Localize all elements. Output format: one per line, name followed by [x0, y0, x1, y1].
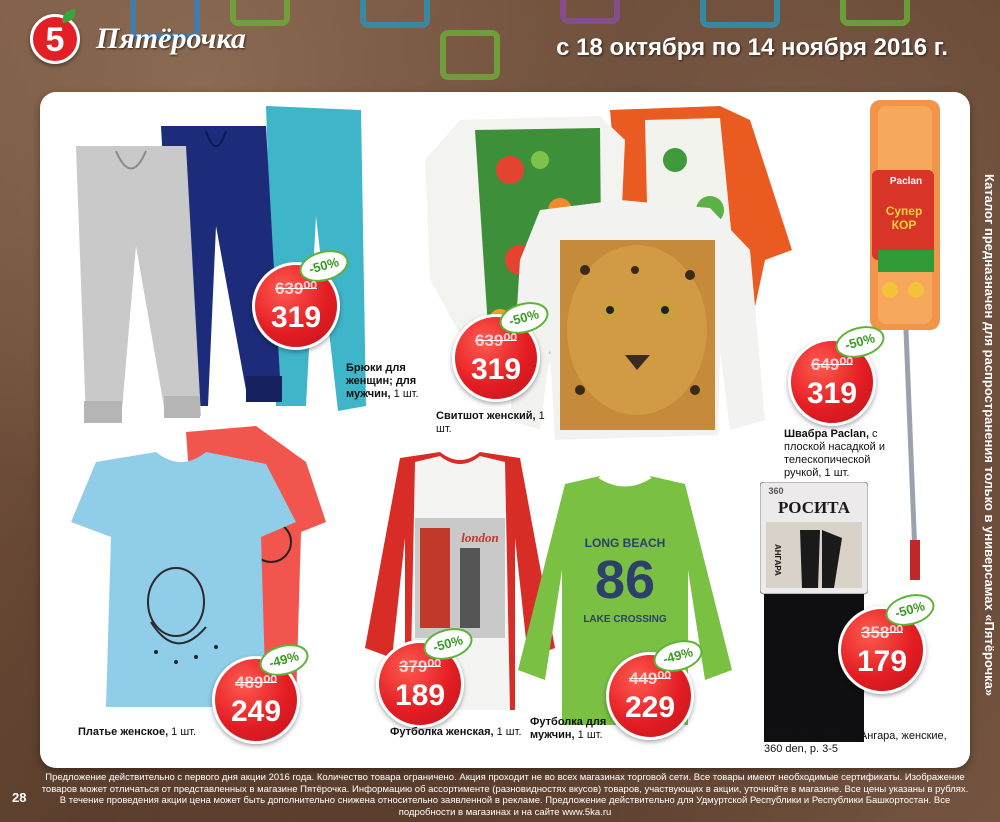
price-badge [788, 330, 877, 426]
brand-name[interactable]: Пятёрочка [96, 22, 246, 55]
decoration-shape [840, 0, 910, 26]
product-name: Брюки для женщин; для мужчин, [346, 362, 417, 400]
header [0, 0, 1000, 90]
product-name: Футболка для мужчин, [530, 716, 607, 741]
product-caption [78, 726, 238, 739]
logo-icon[interactable] [30, 14, 80, 64]
discount-label: -50% [420, 623, 476, 665]
decoration-shape [700, 0, 780, 28]
old-price: 489⁰⁰ [235, 673, 277, 692]
discount-label: -49% [256, 639, 312, 681]
product-caption [390, 726, 530, 739]
old-price: 639⁰⁰ [475, 331, 517, 350]
pack-brand: РОСИТА [778, 498, 850, 517]
price-badge [252, 254, 341, 350]
discount-label: -50% [882, 589, 938, 631]
page-number: 28 [12, 790, 27, 805]
old-price: 449⁰⁰ [629, 669, 671, 688]
new-price: 189 [394, 679, 446, 712]
product-name: Колготки Росита, [764, 730, 857, 742]
product-name: Платье женское, [78, 726, 169, 738]
print-text: london [461, 530, 499, 545]
new-price: 229 [624, 691, 676, 724]
discount-label: -50% [496, 297, 552, 339]
discount-label: -50% [296, 245, 352, 287]
logo-digit: 5 [45, 21, 65, 59]
product-name: Футболка женская, [390, 726, 494, 738]
decoration-shape [360, 0, 430, 28]
print-bottom: LAKE CROSSING [583, 614, 667, 625]
product-details: 1 шт. [390, 388, 419, 400]
product-name: Швабра Paclan, [784, 428, 869, 440]
product-caption [784, 428, 894, 480]
product-details: 1 шт. [168, 726, 197, 738]
new-price: 319 [470, 353, 522, 386]
pack-line: АНГАРА [773, 544, 782, 576]
pack-label: Супер КОР [885, 204, 923, 232]
product-details: 1 шт. [493, 726, 522, 738]
discount-label: -49% [650, 635, 706, 677]
product-caption [764, 730, 954, 756]
promo-dates: с 18 октября по 14 ноября 2016 г. [556, 34, 948, 61]
pack-brand: Paclan [889, 176, 923, 187]
print-number: 86 [594, 550, 656, 610]
old-price: 358⁰⁰ [861, 623, 903, 642]
product-name: Свитшот женский, [436, 410, 536, 422]
new-price: 249 [230, 695, 282, 728]
tights-illustration [760, 482, 868, 742]
pack-den: 360 [768, 486, 784, 496]
decoration-shape [560, 0, 620, 24]
new-price: 179 [856, 645, 908, 678]
new-price: 319 [806, 377, 858, 410]
discount-label: -50% [832, 321, 888, 363]
price-badge [376, 632, 465, 728]
dress-image[interactable] [56, 422, 356, 712]
print-top: LONG BEACH [584, 536, 666, 550]
price-badge [838, 598, 927, 694]
product-caption [530, 716, 620, 742]
product-details: 1 шт. [574, 729, 603, 741]
product-caption [436, 410, 546, 436]
price-badge [452, 306, 541, 402]
old-price: 379⁰⁰ [399, 657, 441, 676]
decoration-shape [440, 30, 500, 80]
product-details: 1 шт. [436, 410, 545, 435]
tights-image[interactable] [760, 482, 868, 742]
old-price: 639⁰⁰ [275, 279, 317, 298]
footer-disclaimer: Предложение действительно с первого дня акции 2016 года. Количество товара ограничено. Акция проходит не во всех магазинах торговой сети. Все товары имеют необходимые сертификаты. Изображение товаров может отличаться от представленных в магазине Пятёрочка. Информацию об ассортименте (разновидностях вкусов) товаров, участвующих в акции, уточняйте в магазине. Все цены указаны в рублях. В течение проведения акции цена может быть дополнительно снижена относительно заявленной в рекламе. Предложение действительно для Удмуртской Республики и Республики Башкортостан. Все подробности в магазинах и на сайте www.5ka.ru [41, 772, 969, 818]
old-price: 649⁰⁰ [811, 355, 853, 374]
product-details: с плоской насадкой и телескопической ручкой, 1 шт. [784, 428, 885, 479]
product-details: Ангара, женские, 360 den, р. 3-5 [764, 730, 947, 755]
new-price: 319 [270, 301, 322, 334]
side-note: Каталог предназначен для распространения только в универсамах «Пятёрочка» [982, 173, 997, 697]
dress-illustration [56, 422, 356, 712]
catalog-panel [40, 92, 970, 768]
